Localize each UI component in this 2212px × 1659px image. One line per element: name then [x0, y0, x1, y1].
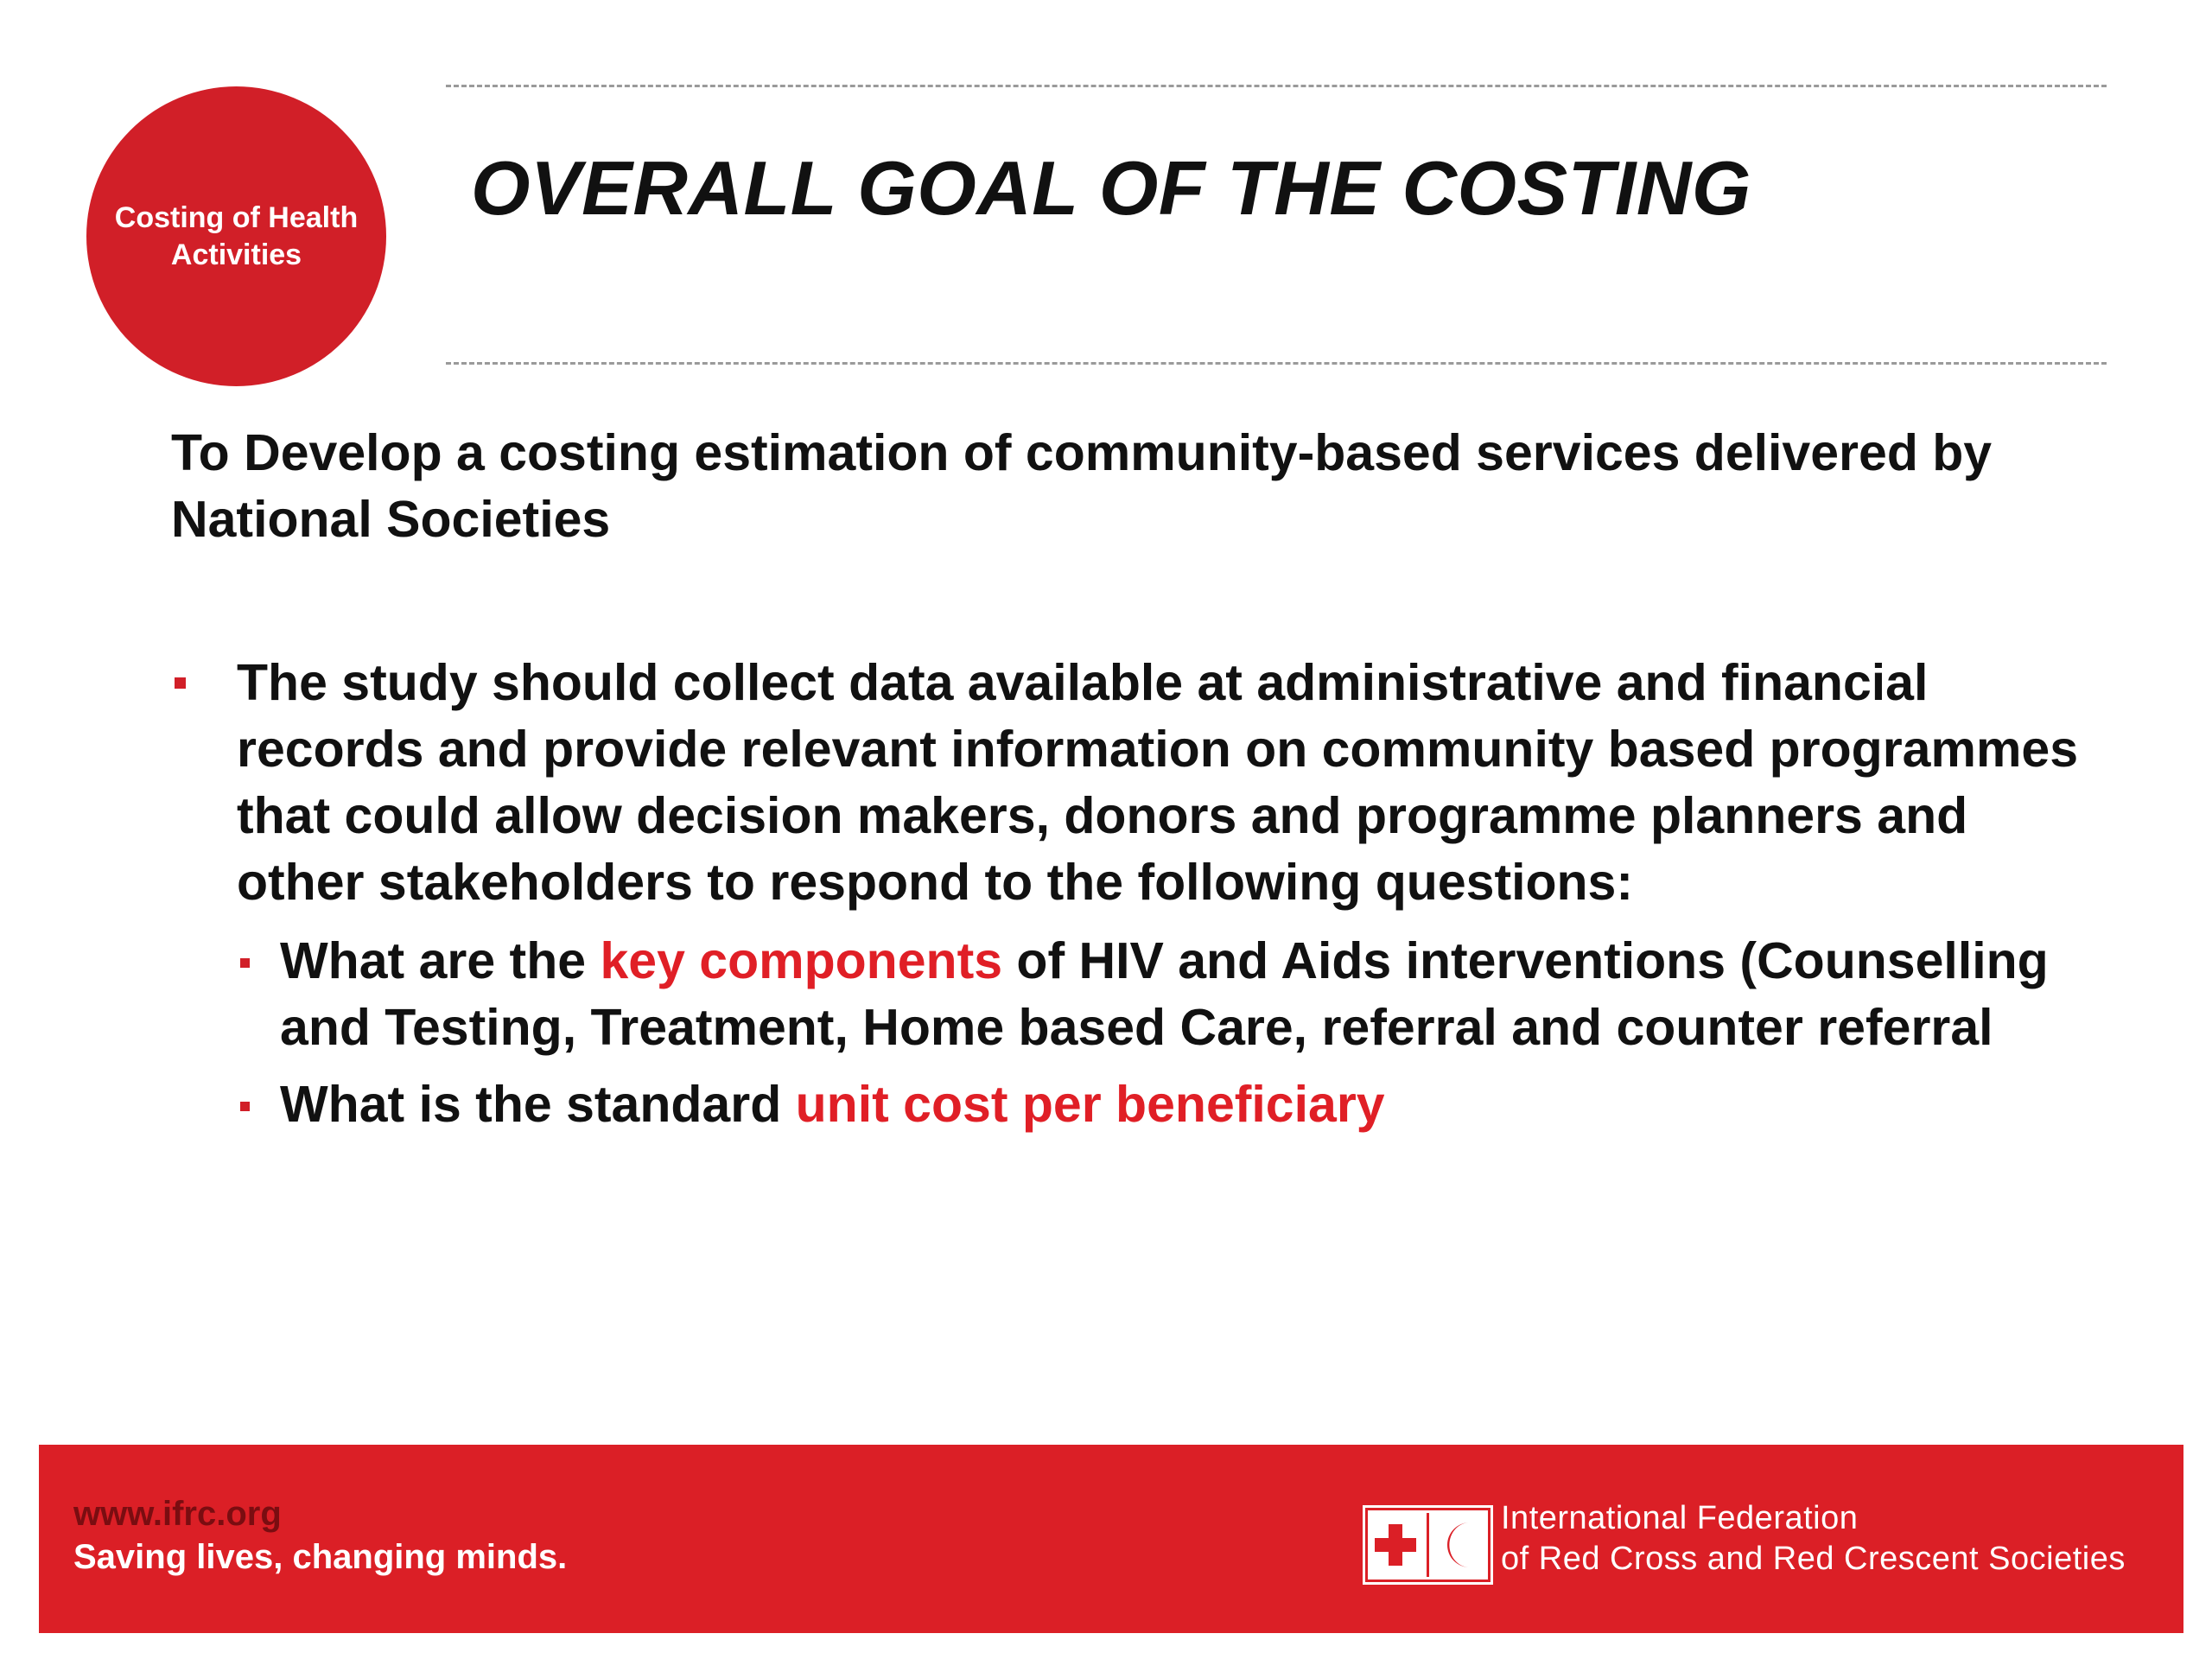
- title-rule-top: [446, 85, 2107, 87]
- sub-item-text-after: of HIV and Aids interventions (Counselling and Testing, Treatment, Home based Care, referral and counter referral: [280, 932, 2049, 1056]
- sub-bullet-list: [237, 928, 2107, 1138]
- org-line-1: International Federation: [1501, 1500, 1859, 1536]
- sub-item-text-before: What are the: [280, 932, 601, 989]
- sub-item-highlight: unit cost per beneficiary: [795, 1076, 1385, 1133]
- section-badge-label: [111, 200, 362, 274]
- square-bullet-icon: [240, 1102, 250, 1111]
- org-line-2: of Red Cross and Red Crescent Societies: [1501, 1541, 2126, 1577]
- badge-line-2: Activities: [170, 238, 302, 271]
- sub-item-highlight: key components: [600, 932, 1003, 989]
- badge-line-1: Costing of Health: [114, 200, 359, 234]
- title-rule-bottom: [446, 362, 2107, 365]
- section-badge: [86, 86, 386, 386]
- red-cross-crescent-emblem-icon: [1363, 1505, 1493, 1585]
- website-link[interactable]: www.ifrc.org: [73, 1495, 282, 1533]
- slide-title: OVERALL GOAL OF THE COSTING: [471, 145, 1751, 231]
- bullet-list: [171, 650, 2107, 1148]
- square-bullet-icon: [175, 677, 186, 689]
- list-item-text: The study should collect data available at administrative and financial records and provide relevant information on community based programmes that could allow decision makers, donors and programme planners and other stakeholders to respond to the following questions:: [237, 654, 2079, 911]
- organization-name: [1501, 1498, 2126, 1580]
- footer-slogan: Saving lives, changing minds.: [73, 1538, 568, 1576]
- sub-item-text-before: What is the standard: [280, 1076, 796, 1133]
- footer-bar: [39, 1445, 2183, 1633]
- sub-list-item: [237, 1071, 2107, 1138]
- list-item: [171, 650, 2107, 1138]
- goal-statement: To Develop a costing estimation of community-based services delivered by National Societies: [171, 424, 1993, 548]
- square-bullet-icon: [240, 958, 250, 968]
- sub-list-item: [237, 928, 2107, 1061]
